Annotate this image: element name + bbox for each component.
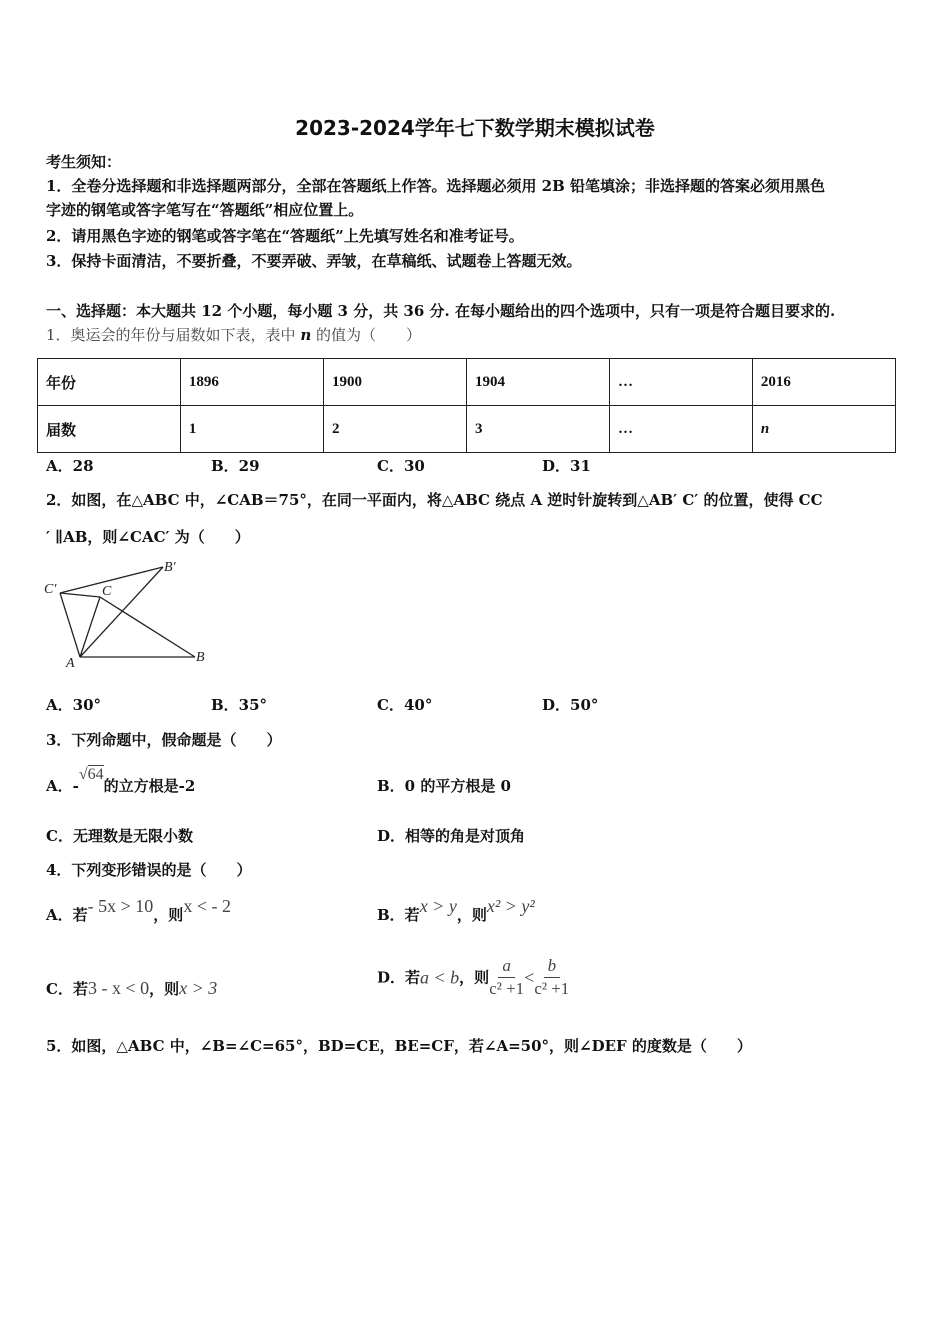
table-cell: 2016: [752, 359, 895, 406]
table-row: [38, 406, 896, 453]
math: x² > y²: [486, 896, 535, 916]
table-cell: n: [752, 406, 895, 453]
fraction: [534, 955, 569, 1000]
q1-option-d: D．31: [542, 457, 591, 475]
math: x < - 2: [183, 896, 231, 916]
label: ，则: [459, 968, 490, 987]
table-cell: 1896: [180, 359, 323, 406]
notice-item: 字迹的钢笔或答字笔写在“答题纸”相应位置上。: [46, 201, 364, 219]
radicand: 64: [87, 766, 104, 783]
label: A．若: [46, 906, 88, 924]
label-b: B: [196, 650, 205, 665]
q4-option-a: [46, 896, 231, 925]
q2-stem-line1: 2．如图，在△ABC 中，∠CAB＝75°，在同一平面内，将△ABC 绕点 A 逆时针旋转到△AB′ C′ 的位置，使得 CC: [46, 491, 823, 509]
sqrt-expression: √64: [78, 766, 104, 783]
numerator: b: [544, 955, 561, 978]
notice-item: 2．请用黑色字迹的钢笔或答字笔在“答题纸”上先填写姓名和准考证号。: [46, 227, 524, 245]
denominator: c² +1: [489, 979, 525, 998]
section-heading: 一、选择题：本大题共 12 个小题，每小题 3 分，共 36 分. 在每小题给出的四个选项中，只有一项是符合题目要求的.: [46, 302, 836, 320]
q4-option-d: [377, 955, 569, 1000]
q4-option-b: [377, 896, 535, 925]
q1-stem-b: 的值为（ ）: [316, 326, 422, 344]
table-cell: 1: [180, 406, 323, 453]
math: 3 - x < 0: [87, 978, 150, 998]
table-cell: 届数: [38, 406, 181, 453]
label-b-prime: B′: [164, 560, 176, 575]
math: a < b: [420, 967, 460, 988]
fraction: [489, 955, 524, 1000]
label: D．若: [377, 968, 421, 987]
q2-option-b: B．35°: [211, 696, 268, 714]
label: C．若: [46, 980, 88, 998]
q1-option-a: A．28: [46, 457, 94, 475]
table-cell: 3: [466, 406, 609, 453]
notice-heading: 考生须知：: [46, 153, 122, 171]
q1-stem-a: 1．奥运会的年份与届数如下表，表中: [46, 326, 296, 344]
label: ，则: [153, 906, 184, 924]
q5-stem: 5．如图，△ABC 中，∠B=∠C=65°，BD=CE，BE=CF，若∠A=50°，则∠DEF 的度数是（ ）: [46, 1037, 752, 1055]
notice-item: 3．保持卡面清洁，不要折叠，不要弄破、弄皱，在草稿纸、试题卷上答题无效。: [46, 252, 582, 270]
q2-option-c: C．40°: [377, 696, 433, 714]
table-cell: 1900: [323, 359, 466, 406]
label-a: A: [66, 656, 75, 670]
math: x > 3: [179, 978, 218, 998]
math: x > y: [419, 896, 457, 916]
olympics-table: [37, 358, 896, 453]
rotation-triangle-figure: [40, 555, 220, 670]
q4-stem: 4．下列变形错误的是（ ）: [46, 861, 252, 879]
table-cell: 年份: [38, 359, 181, 406]
numerator: a: [498, 955, 515, 978]
notice-item: 1．全卷分选择题和非选择题两部分，全部在答题纸上作答。选择题必须用 2B 铅笔填涂；非选择题的答案必须用黑色: [46, 177, 826, 195]
label-c-prime: C′: [44, 582, 57, 597]
q3-a-suffix: 的立方根是-2: [103, 777, 196, 795]
table-cell: …: [610, 359, 753, 406]
q3-option-d: D．相等的角是对顶角: [377, 827, 526, 845]
math: <: [524, 967, 535, 988]
q3-option-a: [46, 766, 196, 797]
q3-option-b: B．0 的平方根是 0: [377, 777, 511, 795]
label-c: C: [102, 584, 112, 599]
page-title: 2023-2024学年七下数学期末模拟试卷: [295, 116, 655, 140]
q2-option-d: D．50°: [542, 696, 599, 714]
table-cell: 2: [323, 406, 466, 453]
label: ，则: [456, 906, 487, 924]
table-row: [38, 359, 896, 406]
q1-option-b: B．29: [211, 457, 260, 475]
q3-stem: 3．下列命题中，假命题是（ ）: [46, 731, 282, 749]
label: ，则: [149, 980, 180, 998]
q2-stem-line2: ′ ∥AB，则∠CAC′ 为（ ）: [46, 528, 250, 546]
q1-option-c: C．30: [377, 457, 425, 475]
q3-a-prefix: A．-: [46, 777, 79, 795]
table-cell: 1904: [466, 359, 609, 406]
table-cell: …: [610, 406, 753, 453]
math: - 5x > 10: [87, 896, 154, 916]
q1-stem: [46, 325, 421, 345]
label: B．若: [377, 906, 420, 924]
q1-var: n: [300, 326, 312, 344]
q2-option-a: A．30°: [46, 696, 102, 714]
q4-option-c: [46, 978, 217, 999]
q3-option-c: C．无理数是无限小数: [46, 827, 193, 845]
denominator: c² +1: [534, 979, 570, 998]
